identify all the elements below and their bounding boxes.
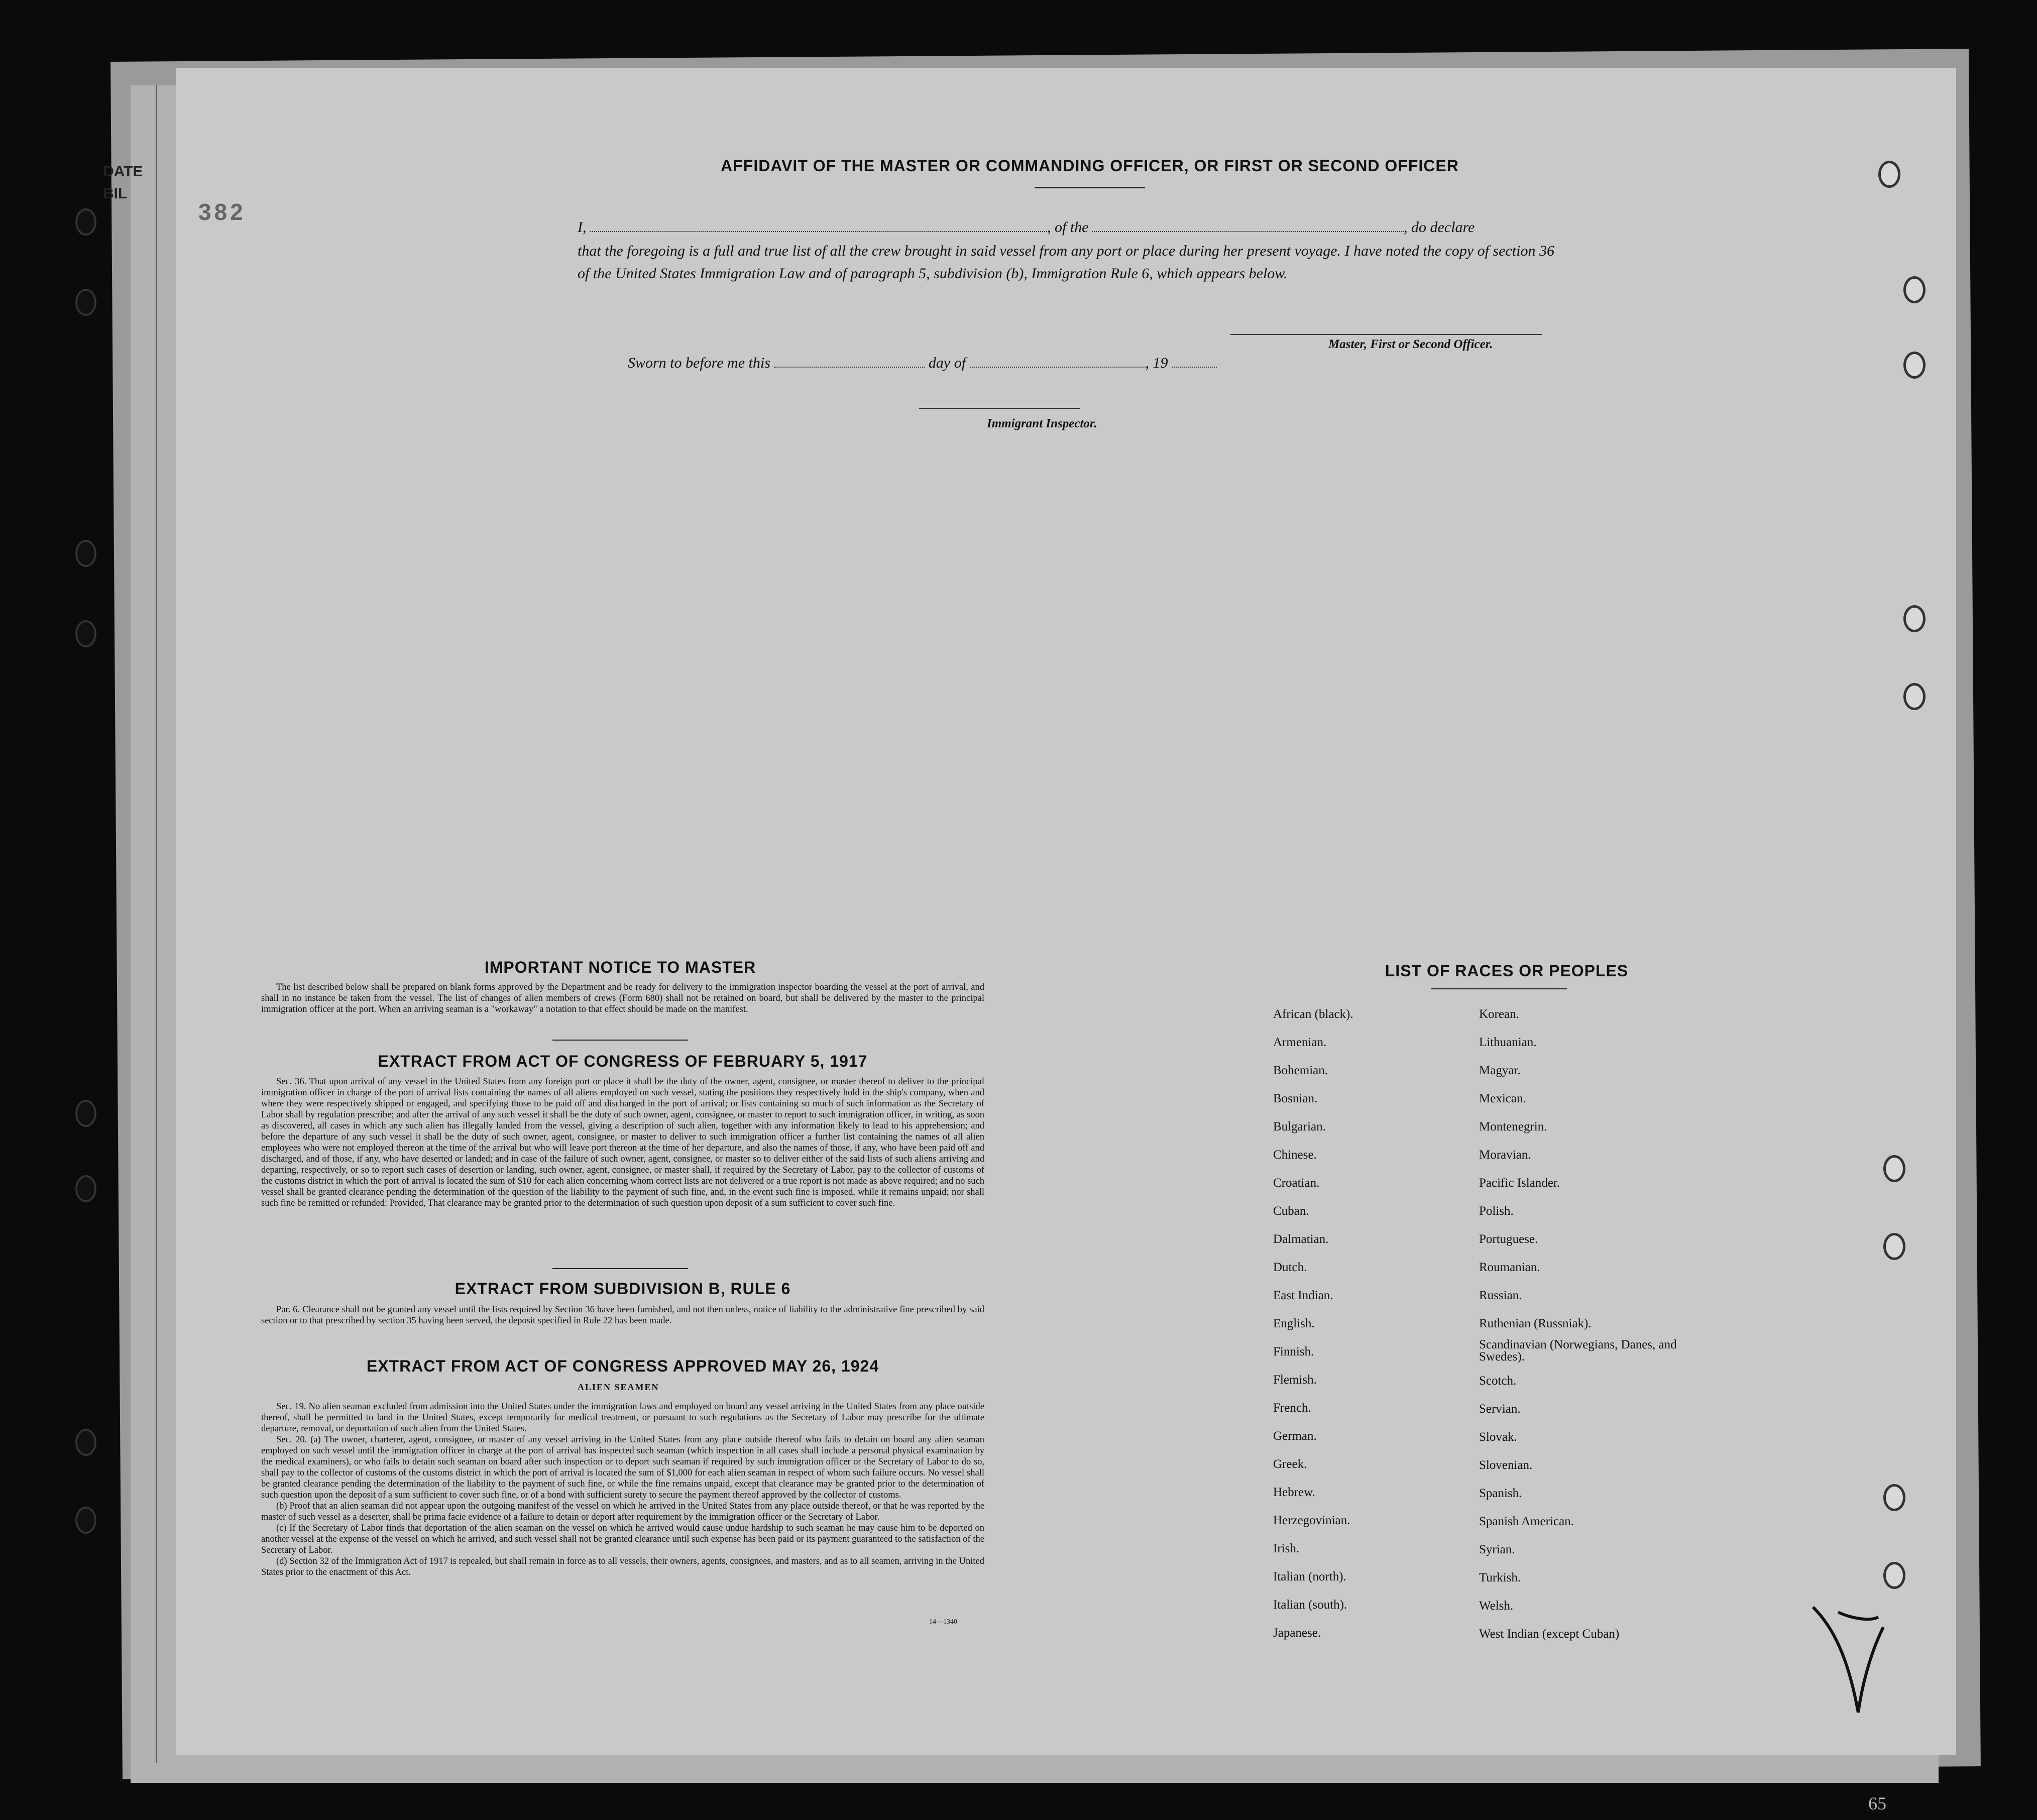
- extract-1917-paragraph: Sec. 36. That upon arrival of any vessel in the United States from any foreign port or place it shall be the duty of the owner, agent, consignee, or master thereof to deliver to the principal immigration officer in charge of the port of arrival lists containing the names of all aliens employed on such vessel, stating the positions they respectively hold in the ship's company, when and where they were respectively shipped or engaged, and specifying those to be paid off and discharged in the port of arrival; or lists containing so much of such information as the Secretary of Labor shall by regulation prescribe; and after the arrival of any such vessel it shall be the duty of such owner, agent, consignee, or master to report to such immigration officer, in writing, as soon as discovered, all cases in which any such alien has illegally landed from the vessel, giving a description of such alien, together with any information likely to lead to his apprehension; and before the departure of any such vessel it shall be the duty of such owner, agent, consignee, or master to deliver to such immigration officer a further list containing the names of all alien employees who were not employed thereon at the time of the arrival but who will leave port thereon at the time of her departure, and also the names of those, if any, who have been paid off and discharged, and of those, if any, who have deserted or landed; and in case of the failure of such owner, agent, consignee, or master so to deliver either of the said lists of such aliens arriving and departing, respectively, or so to report such cases of desertion or landing, such owner, agent, consignee, or master shall, if required by the Secretary of Labor, pay to the collector of customs of the customs district in which the port of arrival is located the sum of $10 for each alien concerning whom correct lists are not delivered or a true report is not made as above required; and no such vessel shall be granted clearance pending the determination of the question of the liability to the payment of such fine, and, in the event such fine is imposed, while it remains unpaid; nor shall such fine be remitted or refunded: Provided, That clearance may be granted prior to the determination of such question upon deposit of a sum sufficient to cover such fine.: [261, 1077, 984, 1208]
- race-item: Lithuanian.: [1479, 1036, 1537, 1049]
- divider: [552, 1268, 688, 1269]
- race-item: Finnish.: [1273, 1345, 1314, 1358]
- punch-hole-icon: [1878, 161, 1900, 188]
- rule6-paragraph: Par. 6. Clearance shall not be granted any vessel until the lists required by Section 36 have been furnished, and not then unless, notice of liability to the administrative fine prescribed by said section or to that prescribed by section 35 having been served, the deposit specified in Rule 22 has been made.: [261, 1305, 984, 1326]
- extract-1917-title: EXTRACT FROM ACT OF CONGRESS OF FEBRUARY 5, 1917: [378, 1052, 868, 1070]
- affidavit-line1-prefix: I,: [578, 219, 587, 236]
- punch-hole-icon: [1903, 683, 1926, 710]
- margin-line: [156, 85, 157, 1763]
- page-number: 65: [1868, 1793, 1886, 1813]
- punch-hole-icon: [1883, 1155, 1905, 1182]
- inspector-label: Immigrant Inspector.: [987, 417, 1097, 430]
- alien-seamen-heading: ALIEN SEAMEN: [578, 1382, 659, 1392]
- race-item: Russian.: [1479, 1289, 1522, 1302]
- affidavit-body: that the foregoing is a full and true list of all the crew brought in said vessel from any port or place during her present voyage. I have noted the copy of section 36 of the United States Immigration Law and of paragraph 5, subdivision (b), Immigration Rule 6, which appears below.: [578, 243, 1554, 282]
- notice-title: IMPORTANT NOTICE TO MASTER: [484, 958, 756, 976]
- race-item: Magyar.: [1479, 1064, 1521, 1077]
- punch-hole-icon: [75, 1429, 96, 1456]
- sworn-month-blank: [970, 358, 1146, 368]
- race-item: Dalmatian.: [1273, 1232, 1329, 1246]
- stamp-line-1: DATE: [103, 163, 143, 180]
- race-item: Greek.: [1273, 1457, 1307, 1471]
- race-item: African (black).: [1273, 1007, 1353, 1021]
- extract-1917-text: [261, 1076, 984, 1209]
- punch-hole-icon: [75, 540, 96, 567]
- vessel-blank: [1092, 222, 1404, 232]
- race-item: Bohemian.: [1273, 1064, 1328, 1077]
- race-item: Italian (north).: [1273, 1570, 1346, 1583]
- race-item: Mexican.: [1479, 1092, 1526, 1105]
- race-item: Portuguese.: [1479, 1232, 1538, 1246]
- rule6-text: [261, 1304, 984, 1326]
- rule6-title: EXTRACT FROM SUBDIVISION B, RULE 6: [455, 1280, 791, 1298]
- race-item: Spanish.: [1479, 1487, 1522, 1500]
- stamp-line-2: BIL: [103, 185, 128, 202]
- divider: [552, 1040, 688, 1041]
- affidavit-declaration-line: [578, 216, 1582, 239]
- master-label: Master, First or Second Officer.: [1328, 337, 1493, 351]
- sec20d-paragraph: (d) Section 32 of the Immigration Act of 1917 is repealed, but shall remain in force as to all vessels, their owners, agents, consignees, and masters, and as to all seamen, arriving in the United States prior to the enactment of this Act.: [261, 1556, 984, 1577]
- sec20c-paragraph: (c) If the Secretary of Labor finds that deportation of the alien seaman on the vessel on which he arrived would cause undue hardship to such seaman he may cause him to be deported on another vessel at the expense of the vessel on which he arrived, and such vessel shall not be granted clearance until such expense has been paid or its payment guaranteed to the satisfaction of the Secretary of Labor.: [261, 1523, 984, 1555]
- race-item: Bulgarian.: [1273, 1120, 1326, 1133]
- race-item: Dutch.: [1273, 1261, 1307, 1274]
- sworn-day-label: day of: [928, 355, 966, 371]
- master-signature-line: [1230, 334, 1542, 335]
- punch-hole-icon: [75, 289, 96, 316]
- stamp-number: 382: [198, 199, 246, 225]
- sec20b-paragraph: (b) Proof that an alien seaman did not appear upon the outgoing manifest of the vessel on which he arrived in the United States from any place outside thereof, or that he was reported by the master of such vessel as a deserter, shall be prima facie evidence of a failure to detain or deport after requirement by the immigration officer or the Secretary of Labor.: [261, 1501, 984, 1522]
- punch-hole-icon: [75, 1100, 96, 1127]
- date-stamp: [103, 161, 143, 205]
- extract-1924-title: EXTRACT FROM ACT OF CONGRESS APPROVED MAY 26, 1924: [366, 1357, 879, 1375]
- sworn-prefix: Sworn to before me this: [628, 355, 770, 371]
- sworn-year-blank: [1172, 358, 1217, 368]
- race-item: Ruthenian (Russniak).: [1479, 1317, 1592, 1330]
- race-item: Japanese.: [1273, 1626, 1321, 1640]
- name-blank: [590, 222, 1047, 232]
- race-item: Scandinavian (Norwegians, Danes, and Swedes).: [1479, 1338, 1677, 1363]
- race-item: Italian (south).: [1273, 1598, 1347, 1612]
- sec19-paragraph: Sec. 19. No alien seaman excluded from admission into the United States under the immigration laws and employed on board any vessel arriving in the United States from any place outside thereof, shall be permitted to land in the United States, except temporarily for medical treatment, or pursuant to such regulations as the Secretary of Labor may prescribe for the ultimate departure, removal, or deportation of such alien from the United States.: [261, 1402, 984, 1434]
- affidavit-title: AFFIDAVIT OF THE MASTER OR COMMANDING OFFICER, OR FIRST OR SECOND OFFICER: [721, 157, 1459, 175]
- punch-hole-icon: [1903, 352, 1926, 379]
- race-item: Bosnian.: [1273, 1092, 1318, 1105]
- race-item: Welsh.: [1479, 1599, 1514, 1613]
- race-item: Slovak.: [1479, 1430, 1517, 1444]
- punch-hole-icon: [75, 1175, 96, 1202]
- punch-hole-icon: [1903, 605, 1926, 632]
- affidavit-line1-suffix: , do declare: [1404, 219, 1475, 236]
- race-item: Chinese.: [1273, 1148, 1317, 1162]
- sworn-line: [628, 352, 1281, 374]
- race-item: Armenian.: [1273, 1036, 1327, 1049]
- race-item: Korean.: [1479, 1007, 1519, 1021]
- notice-paragraph: The list described below shall be prepared on blank forms approved by the Department and be ready for delivery to the immigration inspector boarding the vessel at the port of arrival, and shall in no instance be taken from the vessel. The list of changes of alien members of crews (Form 680) shall not be retained on board, but shall be delivered by the master to the principal immigration officer at the port. When an arriving seaman is a "workaway" a notation to that effect should be made on the manifest.: [261, 982, 984, 1014]
- race-item: Spanish American.: [1479, 1515, 1574, 1528]
- race-item: Turkish.: [1479, 1571, 1521, 1584]
- races-column-2: [1479, 1000, 1740, 1648]
- divider: [1035, 187, 1145, 188]
- race-item: Slovenian.: [1479, 1458, 1533, 1472]
- punch-hole-icon: [75, 1507, 96, 1534]
- race-item: Irish.: [1273, 1542, 1300, 1555]
- sworn-day-blank: [774, 358, 925, 368]
- race-item: Hebrew.: [1273, 1486, 1315, 1499]
- punch-hole-icon: [1883, 1562, 1905, 1589]
- punch-hole-icon: [75, 620, 96, 647]
- form-number: 14—1340: [929, 1618, 957, 1626]
- race-item: Syrian.: [1479, 1543, 1515, 1556]
- punch-hole-icon: [75, 208, 96, 236]
- punch-hole-icon: [1883, 1484, 1905, 1511]
- race-item: Pacific Islander.: [1479, 1176, 1560, 1190]
- race-item: Herzegovinian.: [1273, 1514, 1350, 1527]
- sec20a-paragraph: Sec. 20. (a) The owner, charterer, agent, consignee, or master of any vessel arriving in the United States from any place outside thereof who fails to detain on board any alien seaman employed on such vessel until the immigration officer in charge at the port of arrival has inspected such seaman (which inspection in all cases shall include a personal physical examination by the medical examiners), or who fails to detain such seaman on board after such inspection or to deport such seaman if required by such immigration officer or the Secretary of Labor to do so, shall pay to the collector of customs of the customs district in which the port of arrival is located the sum of $1,000 for each alien seaman in respect of whom such failure occurs. No vessel shall be granted clearance pending the determination of the liability to the payment of such fine, or while the fine remains unpaid, except that clearance may be granted prior to the determination of such question upon the deposit of a sum sufficient to cover such fine, or of a bond with sufficient surety to secure the payment thereof approved by the collector of customs.: [261, 1435, 984, 1500]
- sworn-year-label: , 19: [1145, 355, 1168, 371]
- punch-hole-icon: [1883, 1233, 1905, 1260]
- notice-text: [261, 982, 984, 1015]
- race-item: Montenegrin.: [1479, 1120, 1547, 1133]
- race-item: Roumanian.: [1479, 1261, 1540, 1274]
- race-item: French.: [1273, 1401, 1311, 1415]
- race-item: English.: [1273, 1317, 1315, 1330]
- race-item: Flemish.: [1273, 1373, 1317, 1387]
- handwritten-check-icon: [1803, 1597, 1888, 1728]
- race-item: Cuban.: [1273, 1204, 1309, 1218]
- race-item: German.: [1273, 1429, 1317, 1443]
- race-item: West Indian (except Cuban): [1479, 1627, 1620, 1641]
- races-title: LIST OF RACES OR PEOPLES: [1385, 962, 1629, 980]
- race-item: Scotch.: [1479, 1374, 1517, 1388]
- race-item: Croatian.: [1273, 1176, 1320, 1190]
- inspector-signature-line: [919, 408, 1080, 409]
- extract-1924-text: [261, 1401, 984, 1578]
- divider: [1431, 988, 1567, 989]
- race-item: East Indian.: [1273, 1289, 1333, 1302]
- affidavit-line1-mid: , of the: [1047, 219, 1089, 236]
- punch-hole-icon: [1903, 276, 1926, 303]
- race-item: Moravian.: [1479, 1148, 1531, 1162]
- race-item: Polish.: [1479, 1204, 1514, 1218]
- race-item: Servian.: [1479, 1402, 1521, 1416]
